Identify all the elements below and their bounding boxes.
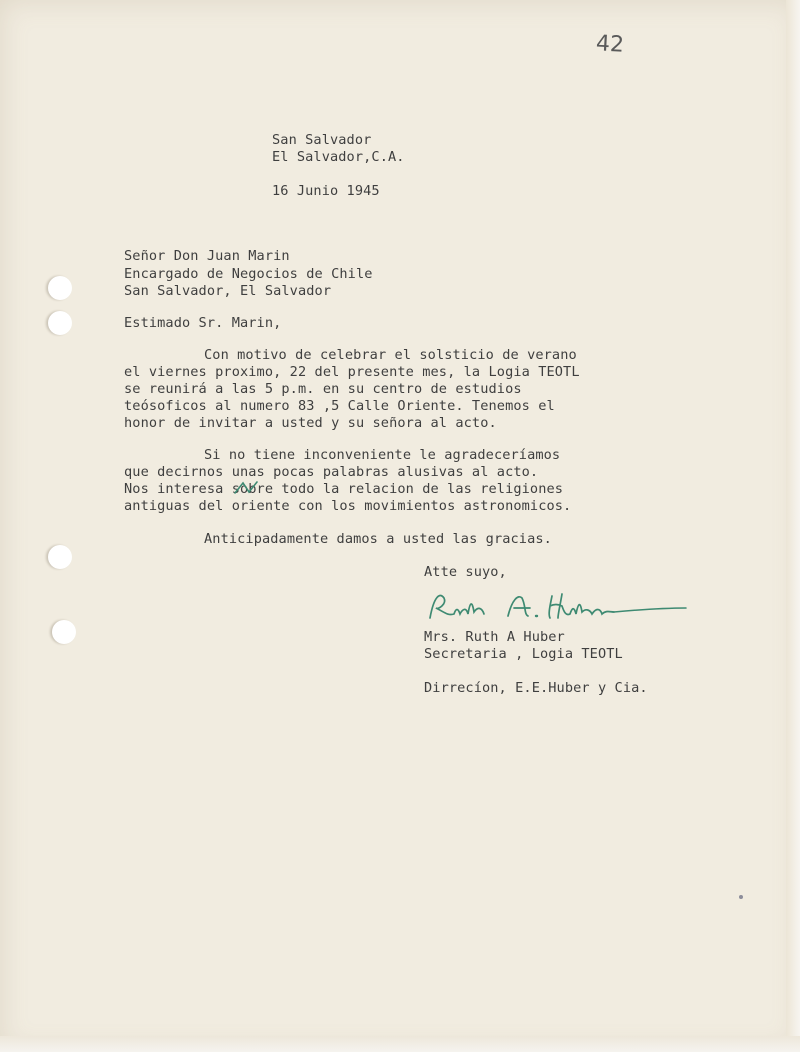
signer-title: Secretaria , Logia TEOTL bbox=[424, 646, 623, 662]
paragraph-2-line: Si no tiene inconveniente le agradeceríamos bbox=[204, 447, 561, 463]
closing-thanks: Anticipadamente damos a usted las gracias. bbox=[204, 531, 552, 547]
recipient-line: San Salvador, El Salvador bbox=[124, 283, 332, 299]
handwritten-correction-mark bbox=[233, 480, 259, 496]
recipient-line: Señor Don Juan Marin bbox=[124, 248, 290, 264]
letter-date: 16 Junio 1945 bbox=[272, 183, 380, 199]
place-line-1: San Salvador bbox=[272, 132, 372, 148]
paragraph-2-line: que decirnos unas pocas palabras alusivas al acto. bbox=[124, 464, 539, 480]
paragraph-2-line: Nos interesa sobre todo la relacion de las religiones bbox=[124, 481, 564, 497]
signature-text: Ruth A. Huber bbox=[424, 586, 430, 587]
paragraph-1-line: teósoficos al numero 83 ,5 Calle Oriente. Tenemos el bbox=[124, 398, 555, 414]
handwritten-signature bbox=[424, 586, 694, 626]
paper-edge-bottom bbox=[0, 1036, 800, 1052]
place-line-2: El Salvador,C.A. bbox=[272, 149, 405, 165]
signer-name: Mrs. Ruth A Huber bbox=[424, 629, 565, 645]
paragraph-1-line: el viernes proximo, 22 del presente mes, la Logia TEOTL bbox=[124, 364, 580, 380]
paragraph-1-line: se reunirá a las 5 p.m. en su centro de estudios bbox=[124, 381, 522, 397]
punch-hole bbox=[48, 545, 72, 569]
paragraph-2-line: antiguas del oriente con los movimientos astronomicos. bbox=[124, 498, 572, 514]
recipient-line: Encargado de Negocios de Chile bbox=[124, 266, 373, 282]
paper-edge-right bbox=[786, 0, 800, 1052]
address-line: Dirrecíon, E.E.Huber y Cia. bbox=[424, 680, 648, 696]
salutation: Estimado Sr. Marin, bbox=[124, 315, 282, 331]
handwritten-page-number: 42 bbox=[595, 31, 625, 58]
punch-hole bbox=[48, 276, 72, 300]
valediction: Atte suyo, bbox=[424, 564, 507, 580]
punch-hole bbox=[52, 620, 76, 644]
paper-speck bbox=[739, 895, 743, 899]
paragraph-1-line: honor de invitar a usted y su señora al acto. bbox=[124, 415, 497, 431]
punch-hole bbox=[48, 311, 72, 335]
paragraph-1-line: Con motivo de celebrar el solsticio de verano bbox=[204, 347, 577, 363]
